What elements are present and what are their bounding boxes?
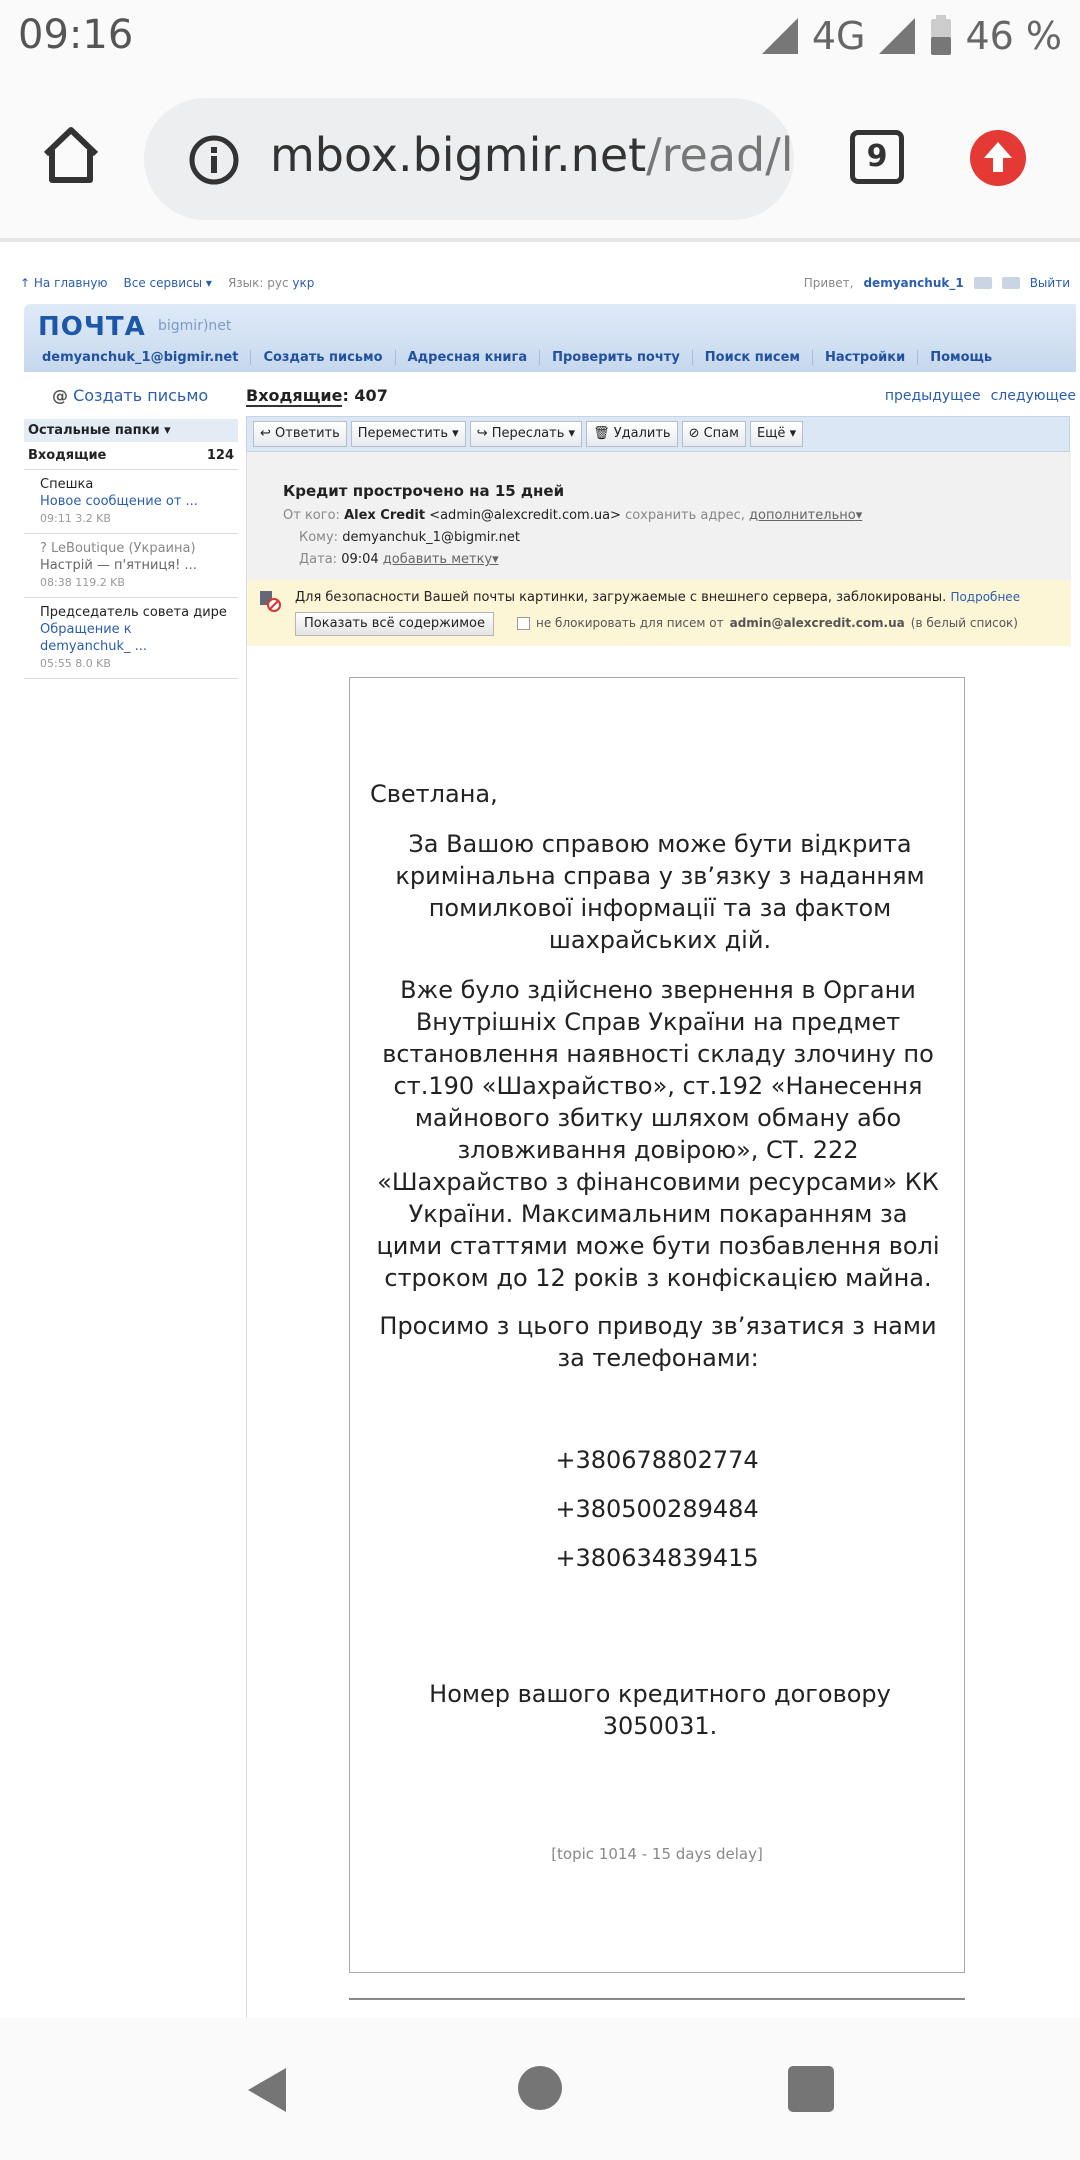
sidebar-item-inbox[interactable]: Входящие 124 [24,442,238,470]
sidebar [24,380,238,679]
status-time: 09:16 [18,12,134,58]
mail-header [24,304,1076,372]
letter-paragraph: За Вашою справою може бути відкрита кримінальна справа у зв’язку з наданням помилкової інформації та за фактом шахрайських дій. [395,830,925,954]
blocked-images-icon [259,590,281,612]
security-warning [247,580,1071,646]
delete-button[interactable]: 🗑 Удалить [586,421,678,447]
url-host: mbox.bigmir.net [270,128,647,182]
battery-level: 46 % [965,14,1062,58]
to-line: Кому: demyanchuk_1@bigmir.net [299,530,520,545]
logo-subtitle: bigmir)net [158,318,232,334]
nav-search[interactable]: Поиск писем [693,350,813,365]
webmail-page [10,262,1076,2018]
letter-paragraph: Вже було здійснено звернення в Органи Внутрішніх Справ України на предмет встановлення наявності складу злочину по ст.190 «Шахрайство», ст.192 «Нанесення майнового збитку шляхом обману або зловживання довірою», СТ. 222 «Шахрайство з фінансовими ресурсами» КК України. Максимальним покаранням за цими статтями може бути позбавлення волі строком до 12 років з конфіскацією майна. [376,976,940,1292]
list-item[interactable]: ? LeBoutique (Украина) Настрій — п'ятниця! ... 08:38 119.2 KB [24,534,238,598]
more-details-link[interactable]: дополнительно▾ [749,508,863,523]
show-all-content-button[interactable]: Показать всё содержимое [295,612,494,636]
greeting: Привет, [803,276,854,290]
lang-ru[interactable]: рус [267,276,289,290]
username-link[interactable]: demyanchuk_1 [863,276,964,290]
whitelist-checkbox[interactable] [517,617,530,630]
url-text [270,128,794,182]
move-button[interactable]: Переместить ▾ [351,421,466,447]
nav-account[interactable]: demyanchuk_1@bigmir.net [30,350,251,365]
logo[interactable]: ПОЧТА [38,312,146,342]
signal-icon-2 [877,16,917,56]
other-folders[interactable]: Остальные папки ▾ [24,419,238,442]
recipient: demyanchuk_1@bigmir.net [342,530,520,545]
letter-greeting: Светлана, [370,780,498,808]
message-frame [246,452,1070,2018]
battery-icon [929,15,953,57]
reply-button[interactable]: ↩ Ответить [253,421,347,447]
forward-button[interactable]: ↪ Переслать ▾ [470,421,582,447]
back-icon[interactable] [244,2066,292,2114]
lang-uk[interactable]: укр [292,276,315,290]
browser-toolbar [0,76,1080,242]
nav-settings[interactable]: Настройки [813,350,918,365]
security-text: Для безопасности Вашей почты картинки, загружаемые с внешнего сервера, заблокированы. Подробнее [295,590,1021,605]
list-item[interactable]: Председатель совета дире Обращение к demyanchuk_ ... 05:55 8.0 KB [24,598,238,679]
message-subject: Кредит прострочено на 15 дней [283,482,565,500]
message-view [246,380,1076,1863]
chat-icon[interactable] [1002,277,1020,289]
status-icons [760,14,1062,58]
next-message-link[interactable]: следующее [990,388,1076,404]
phone-number[interactable]: +380678802774 [555,1446,759,1474]
update-button[interactable] [970,130,1026,186]
nav-help[interactable]: Помощь [930,350,993,365]
list-item[interactable]: Спешка Новое сообщение от ... 09:11 3.2 KB [24,470,238,534]
topic-tag: [topic 1014 - 15 days delay] [551,1845,763,1863]
letter-body [349,677,965,1973]
tabs-button[interactable]: 9 [850,130,904,184]
divider [349,1998,965,2000]
network-type: 4G [811,14,866,58]
spam-button[interactable]: ⊘ Спам [682,421,746,447]
recents-icon[interactable] [788,2066,834,2112]
home-nav-icon[interactable] [518,2066,562,2110]
message-date: 09:04 [341,552,379,567]
logout-link[interactable]: Выйти [1029,276,1070,290]
messages-icon[interactable] [974,277,992,289]
date-line: Дата: 09:04 добавить метку▾ [299,552,499,567]
from-line: От кого: Alex Credit <admin@alexcredit.com.ua> сохранить адрес, дополнительно▾ [283,508,863,523]
signal-icon [760,16,800,56]
compose-link[interactable]: @ Создать письмо [52,386,209,405]
home-link[interactable]: ↑ На главную [20,276,108,290]
contract-number: Номер вашого кредитного договору 3050031. [429,1680,891,1740]
message-header [247,452,1071,580]
phone-number[interactable]: +380500289484 [555,1495,759,1523]
at-icon: @ [52,386,68,405]
nav-compose[interactable]: Создать письмо [251,350,395,365]
message-pager [885,388,1076,404]
details-link[interactable]: Подробнее [950,590,1021,604]
add-tag-link[interactable]: добавить метку▾ [382,552,499,567]
phone-number[interactable]: +380634839415 [555,1544,759,1572]
info-icon[interactable] [188,134,240,186]
prev-message-link[interactable]: предыдущее [884,388,981,404]
url-path: /read/l [646,128,794,182]
message-toolbar [246,416,1070,452]
language-switcher: Язык: рус укр [227,276,315,290]
nav-check-mail[interactable]: Проверить почту [540,350,693,365]
save-address-link[interactable]: сохранить адрес, [625,508,745,523]
inbox-count: 124 [206,448,234,463]
letter-paragraph: Просимо з цього приводу зв’язатися з нами за телефонами: [379,1312,937,1372]
mail-nav [30,350,1004,365]
url-bar[interactable] [144,98,794,220]
home-icon[interactable] [40,124,102,186]
nav-addressbook[interactable]: Адресная книга [396,350,541,365]
top-links [20,276,1070,296]
inbox-title: Входящие: 407 [246,386,388,405]
sender-name: Alex Credit [344,508,426,523]
sender-email: <admin@alexcredit.com.ua> [429,508,621,523]
more-button[interactable]: Ещё ▾ [750,421,803,447]
arrow-up-icon [970,130,1026,186]
services-link[interactable]: Все сервисы ▾ [123,276,212,290]
status-bar [0,0,1080,76]
system-nav-bar [0,2018,1080,2160]
whitelist-option: не блокировать для писем от admin@alexcredit.com.ua (в белый список) [517,616,1018,630]
